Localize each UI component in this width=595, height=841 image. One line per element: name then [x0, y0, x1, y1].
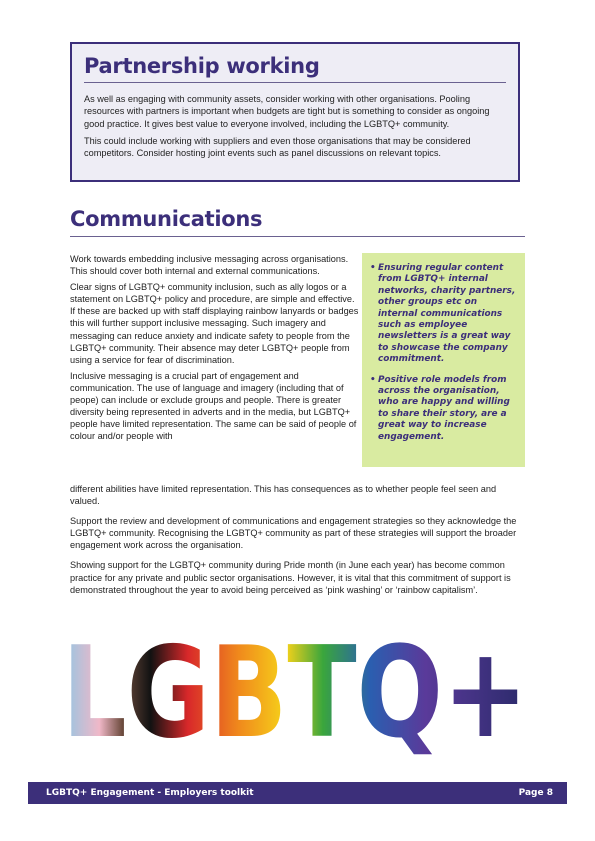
callout-item-1-text: Ensuring regular content from LGBTQ+ internal networks, charity partners, other groups etc on internal communications such as employee newsletters is a great way to showcase the company commitment.: [378, 263, 516, 365]
partnership-paragraph-1: As well as engaging with community assets, consider working with other organisations. Pooling resources with partners is important when budgets are tight but is something to consider as ongoing good practice. It gives best value to everyone involved, including the LGBTQ+ community.: [84, 94, 490, 129]
partnership-title: Partnership working: [84, 54, 320, 78]
footer-title: LGBTQ+ Engagement - Employers toolkit: [46, 788, 254, 798]
communications-full-text: [70, 483, 525, 600]
comm-paragraph-2: Clear signs of LGBTQ+ community inclusion, such as ally logos or a statement on LGBTQ+ policy and procedure, are simple and effective. If these are backed up with staff displaying rainbow lanyards or badges this will further support inclusive messaging. Such imagery and messaging can reduce anxiety and indicate safety to people from the LGBTQ+ community. Their absence may deter LGBTQ+ people from using a service for fear of discrimination.: [70, 282, 359, 365]
lgbtq-logo: [60, 619, 530, 766]
comm-paragraph-5: Support the review and development of communications and engagement strategies so they acknowledge the LGBTQ+ community. Recognising the LGBTQ+ community as part of these strategies will support the broader engagement work across the organisation.: [70, 516, 517, 551]
logo-text: LGBTQ+: [62, 619, 528, 766]
partnership-box: [70, 42, 520, 182]
callout-item-2-text: Positive role models from across the organisation, who are happy and willing to share their story, are a great way to increase engagement.: [378, 374, 510, 442]
partnership-paragraph-2: This could include working with suppliers and even those organisations that may be considered competitors. Consider hosting joint events such as panel discussions on relevant topics.: [84, 135, 471, 159]
bullet-icon: •: [370, 374, 376, 385]
callout-item-2: [370, 375, 517, 443]
comm-paragraph-1: Work towards embedding inclusive messaging across organisations. This should cover both internal and external communications.: [70, 254, 349, 277]
comm-paragraph-6: Showing support for the LGBTQ+ community during Pride month (in June each year) has become common practice for any private and public sector organisations. However, it is vital that this commitment of support is demonstrated throughout the year to avoid being perceived as ‘pink washing’ or ‘rainbow capitalism’.: [70, 560, 511, 595]
comm-paragraph-3: Inclusive messaging is a crucial part of engagement and communication. The use of language and imagery (including that of peope) can include or exclude groups and people. There is greater diversity being represented in adverts and in the media, but LGBTQ+ people have limited representation. The same can be said of people of colour and/or people with: [70, 370, 357, 442]
page-number: Page 8: [518, 788, 553, 798]
communications-column-text: [70, 253, 362, 446]
callout-box: [362, 253, 525, 467]
page-footer: [28, 782, 567, 804]
communications-title: Communications: [70, 207, 263, 231]
comm-paragraph-4: different abilities have limited representation. This has consequences as to whether people feel seen and valued.: [70, 484, 497, 507]
partnership-rule: [84, 82, 506, 83]
communications-rule: [70, 236, 525, 237]
bullet-icon: •: [370, 263, 376, 273]
callout-item-1: [370, 263, 517, 366]
